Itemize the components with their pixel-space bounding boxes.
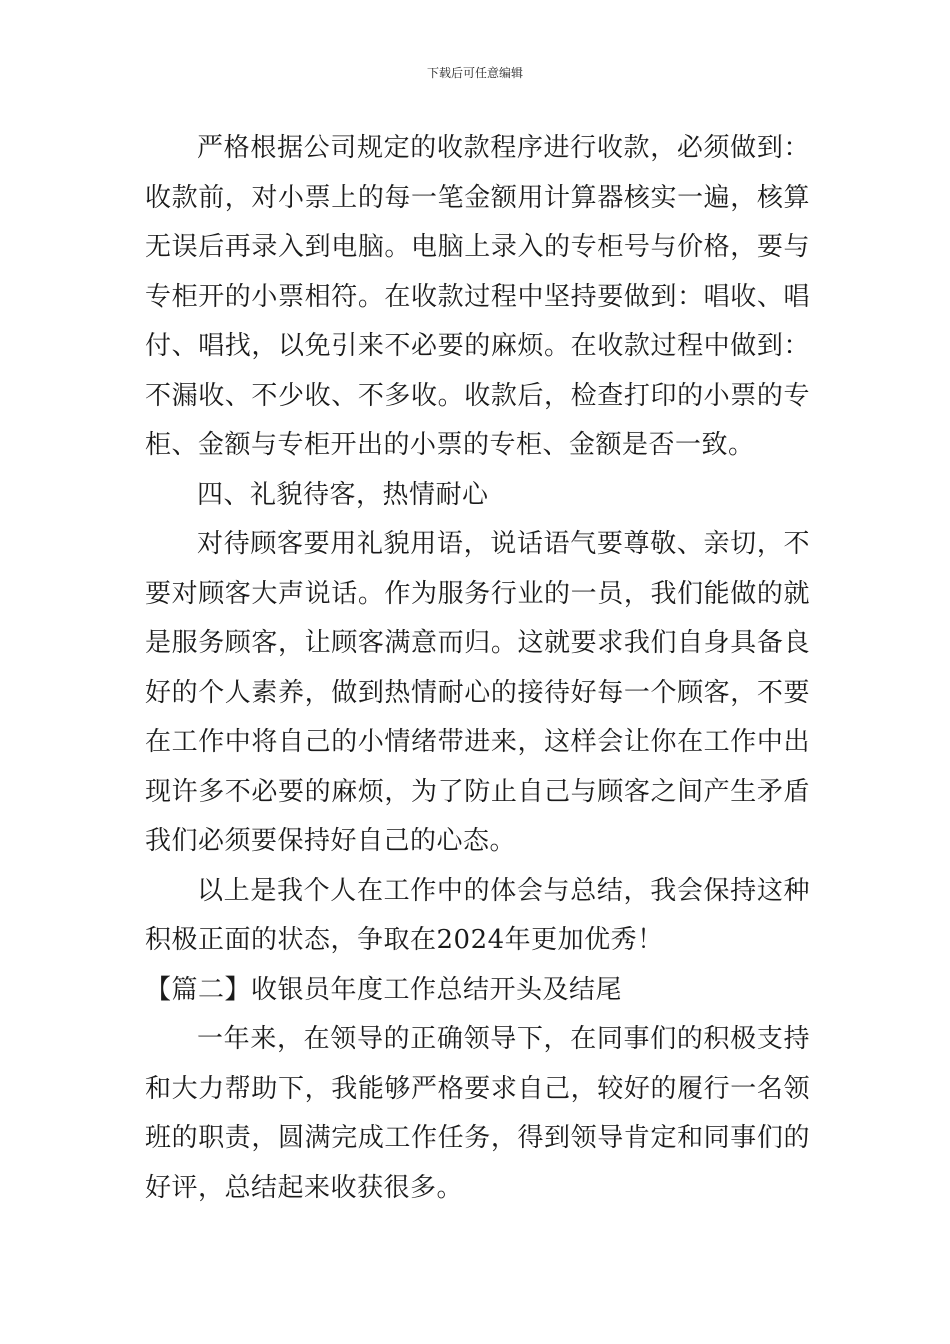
- paragraph-year-summary: 一年来，在领导的正确领导下，在同事们的积极支持和大力帮助下，我能够严格要求自己，较好的履行一名领班的职责，圆满完成工作任务，得到领导肯定和同事们的好评，总结起来收获很多。: [145, 1024, 810, 1203]
- paragraph-conclusion: 以上是我个人在工作中的体会与总结，我会保持这种积极正面的状态，争取在2024年更加优秀！: [145, 875, 810, 955]
- section-heading-courtesy: 四、礼貌待客，热情耐心: [197, 479, 489, 510]
- page-header: 下载后可任意编辑: [426, 66, 523, 80]
- paragraph-courtesy: 对待顾客要用礼貌用语，说话语气要尊敬、亲切，不要对顾客大声说话。作为服务行业的一员，我们能做的就是服务顾客，让顾客满意而归。这就要求我们自身具备良好的个人素养，做到热情耐心的接待好每一个顾客，不要在工作中将自己的小情绪带进来，这样会让你在工作中出现许多不必要的麻烦，为了防止自己与顾客之间产生矛盾我们必须要保持好自己的心态。: [145, 529, 810, 856]
- paragraph-cashier-procedure: 严格根据公司规定的收款程序进行收款，必须做到：收款前，对小票上的每一笔金额用计算器核实一遍，核算无误后再录入到电脑。电脑上录入的专柜号与价格，要与专柜开的小票相符。在收款过程中坚持要做到：唱收、唱付、唱找，以免引来不必要的麻烦。在收款过程中做到：不漏收、不少收、不多收。收款后，检查打印的小票的专柜、金额与专柜开出的小票的专柜、金额是否一致。: [145, 133, 810, 460]
- article-title-part-two: 【篇二】收银员年度工作总结开头及结尾: [145, 974, 623, 1005]
- document-body: [145, 124, 810, 1213]
